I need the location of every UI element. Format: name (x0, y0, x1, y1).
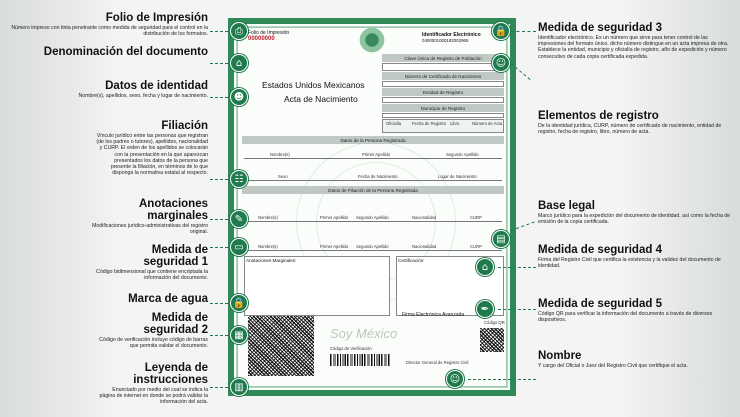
callout-title: Anotaciones marginales (138, 198, 208, 222)
callout-denominacion (6, 46, 208, 58)
user-icon: ☺ (446, 370, 464, 388)
callout-filiacion (96, 120, 208, 176)
curp-header: Clave Única de Registro de Población (382, 54, 504, 62)
person-section-header: Datos de la Persona Registrada (242, 136, 504, 144)
callout-base-legal (538, 200, 736, 225)
anotaciones-box (244, 256, 390, 316)
callout-desc: Enunciado por medio del cual se indica la página de internet en donde se podrá validar la información del acta. (99, 387, 208, 406)
nombre-label: Nombre(s) (270, 152, 290, 157)
electronic-id-value: 0400001000182002965 (422, 38, 469, 43)
callout-desc: Código de verificación incluye código de barras que permita validar el documento. (99, 337, 208, 350)
grid-icon: ▦ (230, 326, 248, 344)
callout-desc: Marco jurídico para la expedición del documento de identidad, así como la fecha de emisión de la copia certificada. (538, 213, 731, 226)
callout-marca-agua (96, 293, 208, 305)
libro-label: Libro (450, 121, 460, 126)
qr-code (480, 328, 504, 352)
parent2-nac-label: Nacionalidad (412, 244, 437, 249)
callout-anotaciones (90, 198, 208, 235)
watermark-text: Soy México (330, 326, 398, 341)
curp-box (382, 63, 504, 71)
callout-title: Datos de identidad (105, 80, 208, 92)
fecha-nac-label: Fecha de Nacimiento (358, 174, 398, 179)
ap2-label: Segundo Apellido (446, 152, 479, 157)
callout-title: Filiación (161, 120, 208, 132)
director-label: Director General de Registro Civil (406, 360, 469, 365)
anotaciones-label: Anotaciones Marginales: (246, 258, 297, 263)
callout-desc: Código QR para verificar la información del documento a través de diversos dispositivos. (538, 311, 713, 324)
callout-desc: Y cargo del Oficial o Juez del Registro Civil que certifique el acta. (538, 363, 688, 369)
lugar-nac-label: Lugar de Nacimiento (438, 174, 477, 179)
pen-icon: ✒ (476, 300, 494, 318)
callout-title: Nombre (538, 350, 582, 362)
municipio-box (382, 113, 504, 118)
entity-box (382, 97, 504, 103)
sexo-label: Sexo (278, 174, 288, 179)
home-icon: ⌂ (230, 54, 248, 72)
birth-certificate (228, 18, 516, 396)
callout-title: Medida de seguridad 5 (538, 298, 662, 310)
document-icon: ▤ (492, 230, 510, 248)
reg-number-box (382, 81, 504, 87)
parent2-nombre-label: Nombre(s) (258, 244, 278, 249)
parent2-ap1-label: Primer Apellido (320, 244, 349, 249)
reg-number-header: Número de Certificado de Nacimiento (382, 72, 504, 80)
callout-seguridad1 (96, 244, 208, 281)
callout-title: Denominación del documento (43, 46, 208, 58)
parent1-nac-label: Nacionalidad (412, 215, 437, 220)
callout-desc: Vínculo jurídico entre las personas que registran (de los padres o tutores), apellidos, nacionalidad y CURP. El orden de los apellidos se colocarán con la presentación en la que aparezcan presentados los datos de la persona que presente la filiación, en términos de lo que disponga la normativa estatal al respecto. (96, 133, 208, 177)
callout-desc: Firma del Registro Civil que certifica la existencia y la validez del documento de identidad. (538, 257, 721, 270)
certificacion-label: Certificación: (398, 258, 425, 263)
callout-seguridad5 (538, 298, 736, 323)
parent2-ap2-label: Segundo Apellido (356, 244, 389, 249)
edit-icon: ✎ (230, 210, 248, 228)
person-icon: ☺ (492, 54, 510, 72)
oficialia-label: Oficialía (386, 121, 402, 126)
people-icon: ☻ (230, 88, 248, 106)
callout-desc: De la identidad jurídica, CURP, número de certificado de nacimiento, entidad de registro, fecha de registro, libro, número de acta. (538, 123, 722, 136)
callout-seguridad3 (538, 22, 736, 60)
family-icon: ☷ (230, 170, 248, 188)
folio-value: 00000000 (248, 36, 275, 42)
firma-label: Firma Electrónica Avanzada (402, 312, 465, 318)
printer-icon: ⎙ (230, 22, 248, 40)
fecha-registro-label: Fecha de Registro (412, 121, 447, 126)
callout-identidad (6, 80, 208, 99)
parent1-nombre-label: Nombre(s) (258, 215, 278, 220)
parent1-curp-label: CURP (470, 215, 482, 220)
bank-icon: ⌂ (476, 258, 494, 276)
lock-icon: 🔒 (492, 22, 510, 40)
callout-seguridad2 (96, 312, 208, 349)
callout-title: Medida de seguridad 1 (143, 244, 208, 268)
callout-desc: Código bidimensional que contiene encriptada la información del documento. (96, 269, 208, 282)
barcode (330, 354, 390, 366)
document-title: Acta de Nacimiento (284, 94, 358, 104)
callout-folio (6, 12, 208, 37)
parent1-ap2-label: Segundo Apellido (356, 215, 389, 220)
bidimensional-code (248, 316, 314, 376)
acta-label: Número de Acta (472, 121, 503, 126)
callout-title: Elementos de registro (538, 110, 659, 122)
qr-label: Código QR (484, 320, 505, 325)
codigo-label: Código de Verificación (330, 346, 372, 351)
coat-of-arms-icon (354, 27, 390, 53)
ap1-label: Primer Apellido (362, 152, 391, 157)
parents-section-header: Datos de Filiación de la Persona Registrada (242, 186, 504, 194)
callout-desc: Identificador electrónico. Es un número que sirve para tener control de las impresiones del formato único, dicho número distingue en un acta impresa de otra. Establece la entidad, municipio y oficialía de registro, año de expedición y número consecutivo de cada copia certificada expedida. (538, 35, 729, 60)
callout-title: Folio de Impresión (105, 12, 208, 24)
callout-desc: Modificaciones jurídico-administrativas del registro original. (92, 223, 208, 236)
parent2-curp-label: CURP (470, 244, 482, 249)
callout-title: Base legal (538, 200, 595, 212)
callout-desc: Nombre(s), apellidos, sexo, fecha y lugar de nacimiento. (78, 93, 208, 99)
municipio-header: Municipio de Registro (382, 104, 504, 112)
folio-label: Folio de Impresión (248, 30, 290, 36)
callout-seguridad4 (538, 244, 736, 269)
country-title: Estados Unidos Mexicanos (262, 80, 365, 90)
callout-desc: Número impreso con tinta penetrante como medida de seguridad para el control en la distribución de los formatos. (11, 25, 208, 38)
callout-nombre (538, 350, 736, 369)
callout-title: Leyenda de instrucciones (133, 362, 208, 386)
entity-header: Entidad de Registro (382, 88, 504, 96)
callout-title: Medida de seguridad 2 (143, 312, 208, 336)
folder-icon: ▭ (230, 238, 248, 256)
callout-title: Medida de seguridad 3 (538, 22, 662, 34)
callout-leyenda (96, 362, 208, 406)
lock-icon: 🔒 (230, 294, 248, 312)
electronic-id-label: Identificador Electrónico (422, 32, 481, 38)
parent1-ap1-label: Primer Apellido (320, 215, 349, 220)
callout-title: Medida de seguridad 4 (538, 244, 662, 256)
callout-title: Marca de agua (128, 293, 208, 305)
callout-elementos (538, 110, 736, 135)
barcode-icon: ▥ (230, 378, 248, 396)
